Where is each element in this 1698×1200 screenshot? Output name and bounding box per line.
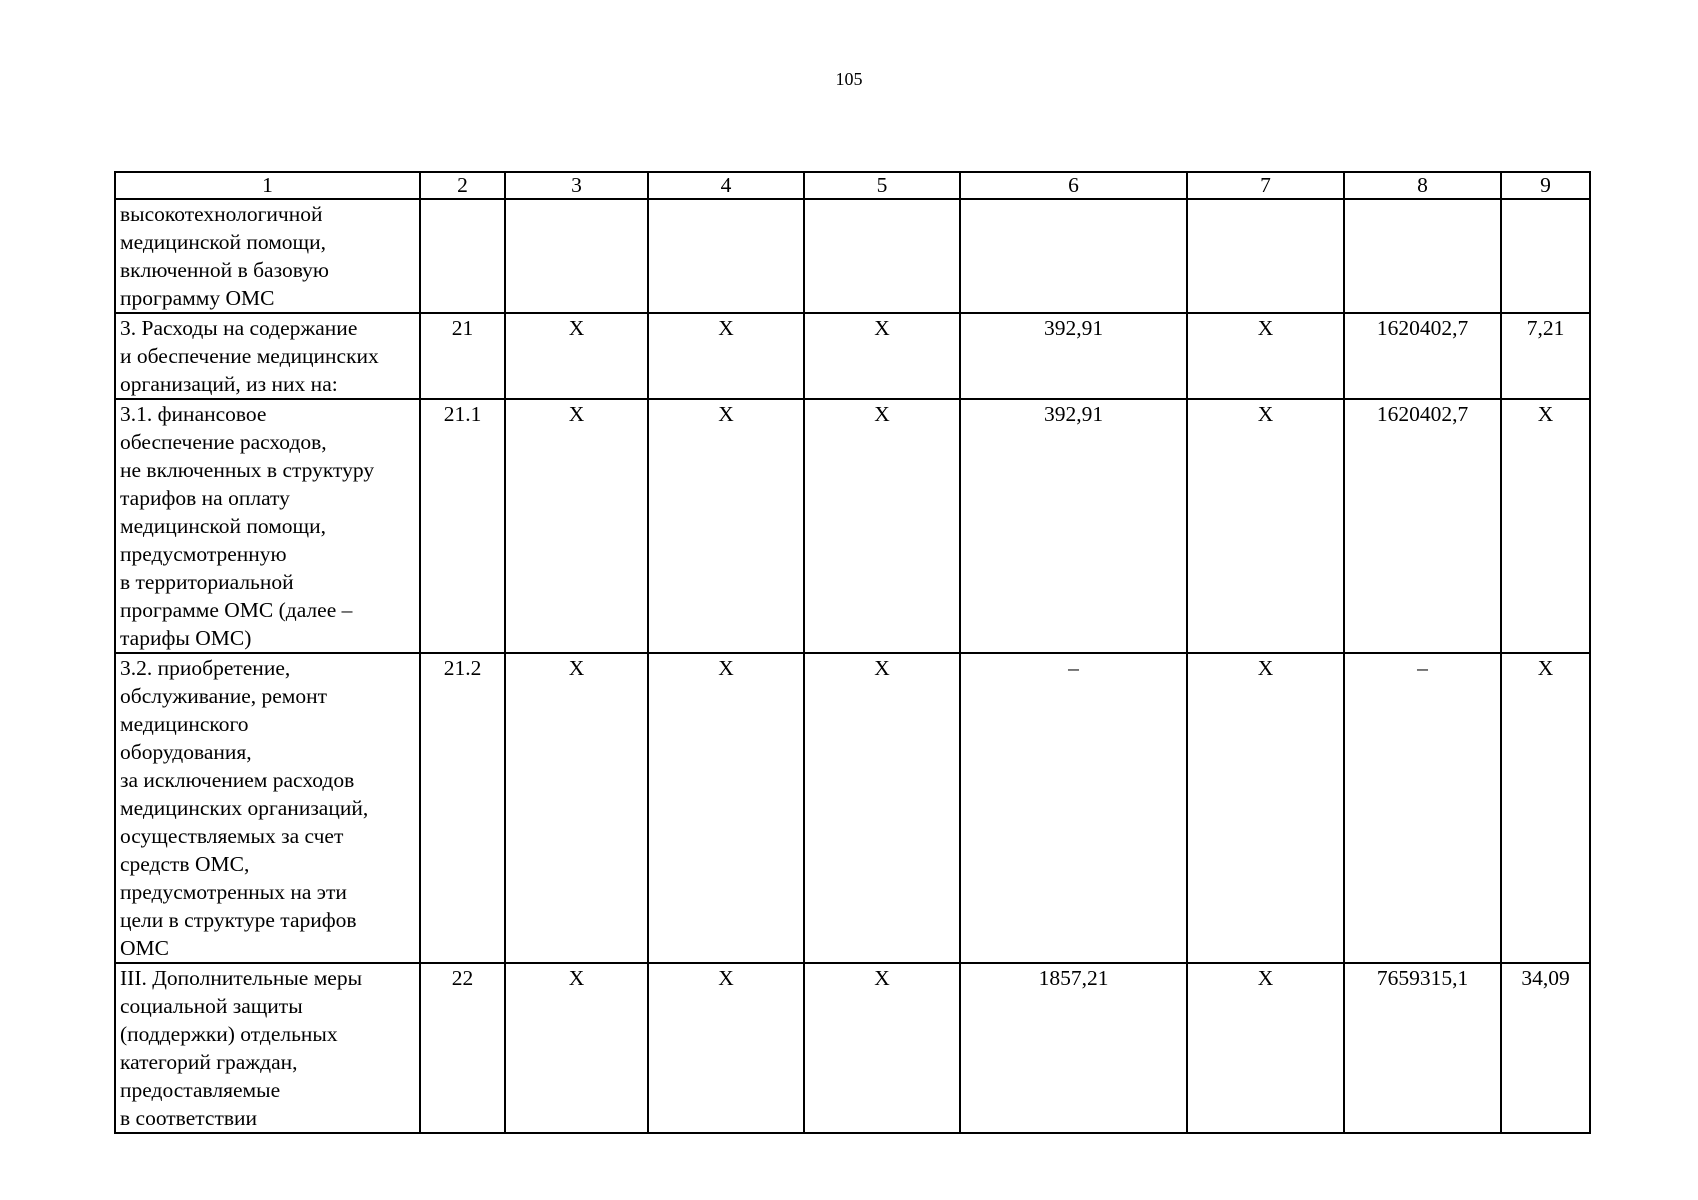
row-code-cell: 22 xyxy=(420,963,505,1133)
table-cell xyxy=(960,199,1187,313)
table-cell xyxy=(505,199,648,313)
table-row xyxy=(115,199,1590,313)
page-number: 105 xyxy=(835,69,863,89)
table-cell: 1620402,7 xyxy=(1344,399,1501,653)
table-row xyxy=(115,399,1590,653)
table-cell: Х xyxy=(648,313,804,399)
table-cell: Х xyxy=(505,963,648,1133)
column-header: 8 xyxy=(1344,172,1501,199)
row-label-cell: 3.1. финансовое обеспечение расходов, не включенных в структуру тарифов на оплату медицинской помощи, предусмотренную в территориальной программе ОМС (далее – тарифы ОМС) xyxy=(115,399,420,653)
column-header: 6 xyxy=(960,172,1187,199)
table-cell: – xyxy=(1344,653,1501,963)
table-cell: 34,09 xyxy=(1501,963,1590,1133)
table-cell xyxy=(1344,199,1501,313)
table-cell: – xyxy=(960,653,1187,963)
table-cell: Х xyxy=(1187,399,1344,653)
table-cell: Х xyxy=(505,653,648,963)
table-cell xyxy=(1187,199,1344,313)
column-number-header-row xyxy=(115,172,1590,199)
table-cell: Х xyxy=(505,399,648,653)
row-code-cell: 21.2 xyxy=(420,653,505,963)
column-header: 7 xyxy=(1187,172,1344,199)
column-header: 4 xyxy=(648,172,804,199)
table-row xyxy=(115,653,1590,963)
table-cell: 1857,21 xyxy=(960,963,1187,1133)
table-cell: Х xyxy=(505,313,648,399)
table-cell: Х xyxy=(1187,653,1344,963)
row-code-cell: 21 xyxy=(420,313,505,399)
table-cell xyxy=(804,199,960,313)
table-cell: Х xyxy=(804,963,960,1133)
table-cell: Х xyxy=(648,653,804,963)
row-label-cell: высокотехнологичной медицинской помощи, включенной в базовую программу ОМС xyxy=(115,199,420,313)
table-cell: Х xyxy=(804,653,960,963)
data-table xyxy=(114,171,1591,1134)
column-header: 1 xyxy=(115,172,420,199)
table-cell: 7659315,1 xyxy=(1344,963,1501,1133)
table-cell: 7,21 xyxy=(1501,313,1590,399)
table-cell xyxy=(1501,199,1590,313)
table-cell: Х xyxy=(1187,963,1344,1133)
table-cell: Х xyxy=(648,399,804,653)
table-cell: Х xyxy=(648,963,804,1133)
table-row xyxy=(115,963,1590,1133)
row-label-cell: 3.2. приобретение, обслуживание, ремонт медицинского оборудования, за исключением расходов медицинских организаций, осуществляемых за счет средств ОМС, предусмотренных на эти цели в структуре тарифов ОМС xyxy=(115,653,420,963)
table-cell: Х xyxy=(1501,399,1590,653)
table-cell: Х xyxy=(804,313,960,399)
column-header: 2 xyxy=(420,172,505,199)
table-cell: 392,91 xyxy=(960,399,1187,653)
row-label-cell: 3. Расходы на содержание и обеспечение медицинских организаций, из них на: xyxy=(115,313,420,399)
row-code-cell xyxy=(420,199,505,313)
row-code-cell: 21.1 xyxy=(420,399,505,653)
table-cell: 392,91 xyxy=(960,313,1187,399)
table-cell xyxy=(648,199,804,313)
row-label-cell: III. Дополнительные меры социальной защиты (поддержки) отдельных категорий граждан, предоставляемые в соответствии xyxy=(115,963,420,1133)
column-header: 9 xyxy=(1501,172,1590,199)
table-cell: Х xyxy=(1501,653,1590,963)
table-cell: Х xyxy=(804,399,960,653)
table-row xyxy=(115,313,1590,399)
table-cell: Х xyxy=(1187,313,1344,399)
table-cell: 1620402,7 xyxy=(1344,313,1501,399)
column-header: 3 xyxy=(505,172,648,199)
column-header: 5 xyxy=(804,172,960,199)
